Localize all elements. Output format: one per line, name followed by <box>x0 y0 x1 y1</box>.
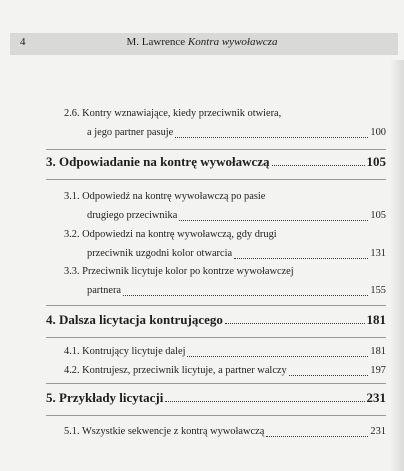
toc-entry-3-1 <box>64 187 386 225</box>
header-author: M. Lawrence <box>126 36 186 48</box>
header-book-title: Kontra wywoławcza <box>187 36 278 48</box>
toc-entry-3-2-line1: 3.2. Odpowiedzi na kontrę wywoławczą, gdy drugi <box>64 229 277 240</box>
toc-chapter-5 <box>46 390 386 406</box>
toc-entry-4-2-page: 197 <box>370 365 386 376</box>
toc-entry-4-2-label: 4.2. Kontrujesz, przeciwnik licytuje, a partner walczy <box>64 365 287 376</box>
toc-entry-2-6-page: 100 <box>370 127 386 138</box>
toc-entry-4-1-label: 4.1. Kontrujący licytuje dalej <box>64 346 186 357</box>
toc-entry-4-1-page: 181 <box>370 346 386 357</box>
toc-chapter-5-label: 5. Przykłady licytacji <box>46 390 164 405</box>
toc-entry-5-1-page: 231 <box>370 426 386 437</box>
toc-entry-2-6 <box>64 104 386 142</box>
divider <box>46 383 386 384</box>
toc-entry-2-6-line2: a jego partner pasuje <box>87 127 174 138</box>
toc-chapter-3 <box>46 154 386 170</box>
toc-chapter-3-page: 105 <box>366 154 386 169</box>
divider <box>46 337 386 338</box>
toc-leader-dots <box>175 137 368 138</box>
toc-leader-dots <box>179 220 368 221</box>
toc-entry-5-1 <box>64 422 386 441</box>
toc-entry-3-3-line1: 3.3. Przeciwnik licytuje kolor po kontrze wywoławczej <box>64 266 294 277</box>
toc-chapter-4 <box>46 312 386 328</box>
toc-entry-3-3-line2: partnera <box>87 285 122 296</box>
toc-leader-dots <box>234 258 368 259</box>
toc-leader-dots <box>266 436 368 437</box>
page-number: 4 <box>20 36 26 48</box>
toc-chapter-4-page: 181 <box>366 312 386 327</box>
toc-leader-dots <box>165 401 364 402</box>
divider <box>46 149 386 150</box>
toc-entry-4-1 <box>64 342 386 361</box>
toc-entry-3-2 <box>64 225 386 263</box>
toc-entry-3-2-line2: przeciwnik uzgodni kolor otwarcia <box>87 248 233 259</box>
page-edge-shadow <box>390 60 404 471</box>
toc-leader-dots <box>187 356 368 357</box>
toc-leader-dots <box>272 165 365 166</box>
toc-leader-dots <box>225 323 365 324</box>
toc-entry-2-6-line1: 2.6. Kontry wznawiające, kiedy przeciwnik otwiera, <box>64 108 282 119</box>
toc-entry-3-3 <box>64 262 386 300</box>
running-header <box>0 36 404 48</box>
toc-leader-dots <box>289 375 369 376</box>
toc-entry-4-2 <box>64 361 386 380</box>
toc-entry-3-1-line2: drugiego przeciwnika <box>87 210 178 221</box>
toc-chapter-4-label: 4. Dalsza licytacja kontrującego <box>46 312 223 327</box>
toc-chapter-3-label: 3. Odpowiadanie na kontrę wywoławczą <box>46 154 270 169</box>
toc-leader-dots <box>123 295 368 296</box>
toc-chapter-5-page: 231 <box>366 390 386 405</box>
toc-entry-3-2-page: 131 <box>370 248 386 259</box>
divider <box>46 179 386 180</box>
toc-entry-5-1-label: 5.1. Wszystkie sekwencje z kontrą wywoławczą <box>64 426 265 437</box>
toc-entry-3-1-line1: 3.1. Odpowiedź na kontrę wywoławczą po pasie <box>64 191 266 202</box>
divider <box>46 305 386 306</box>
toc-entry-3-1-page: 105 <box>370 210 386 221</box>
divider <box>46 415 386 416</box>
toc-entry-3-3-page: 155 <box>370 285 386 296</box>
